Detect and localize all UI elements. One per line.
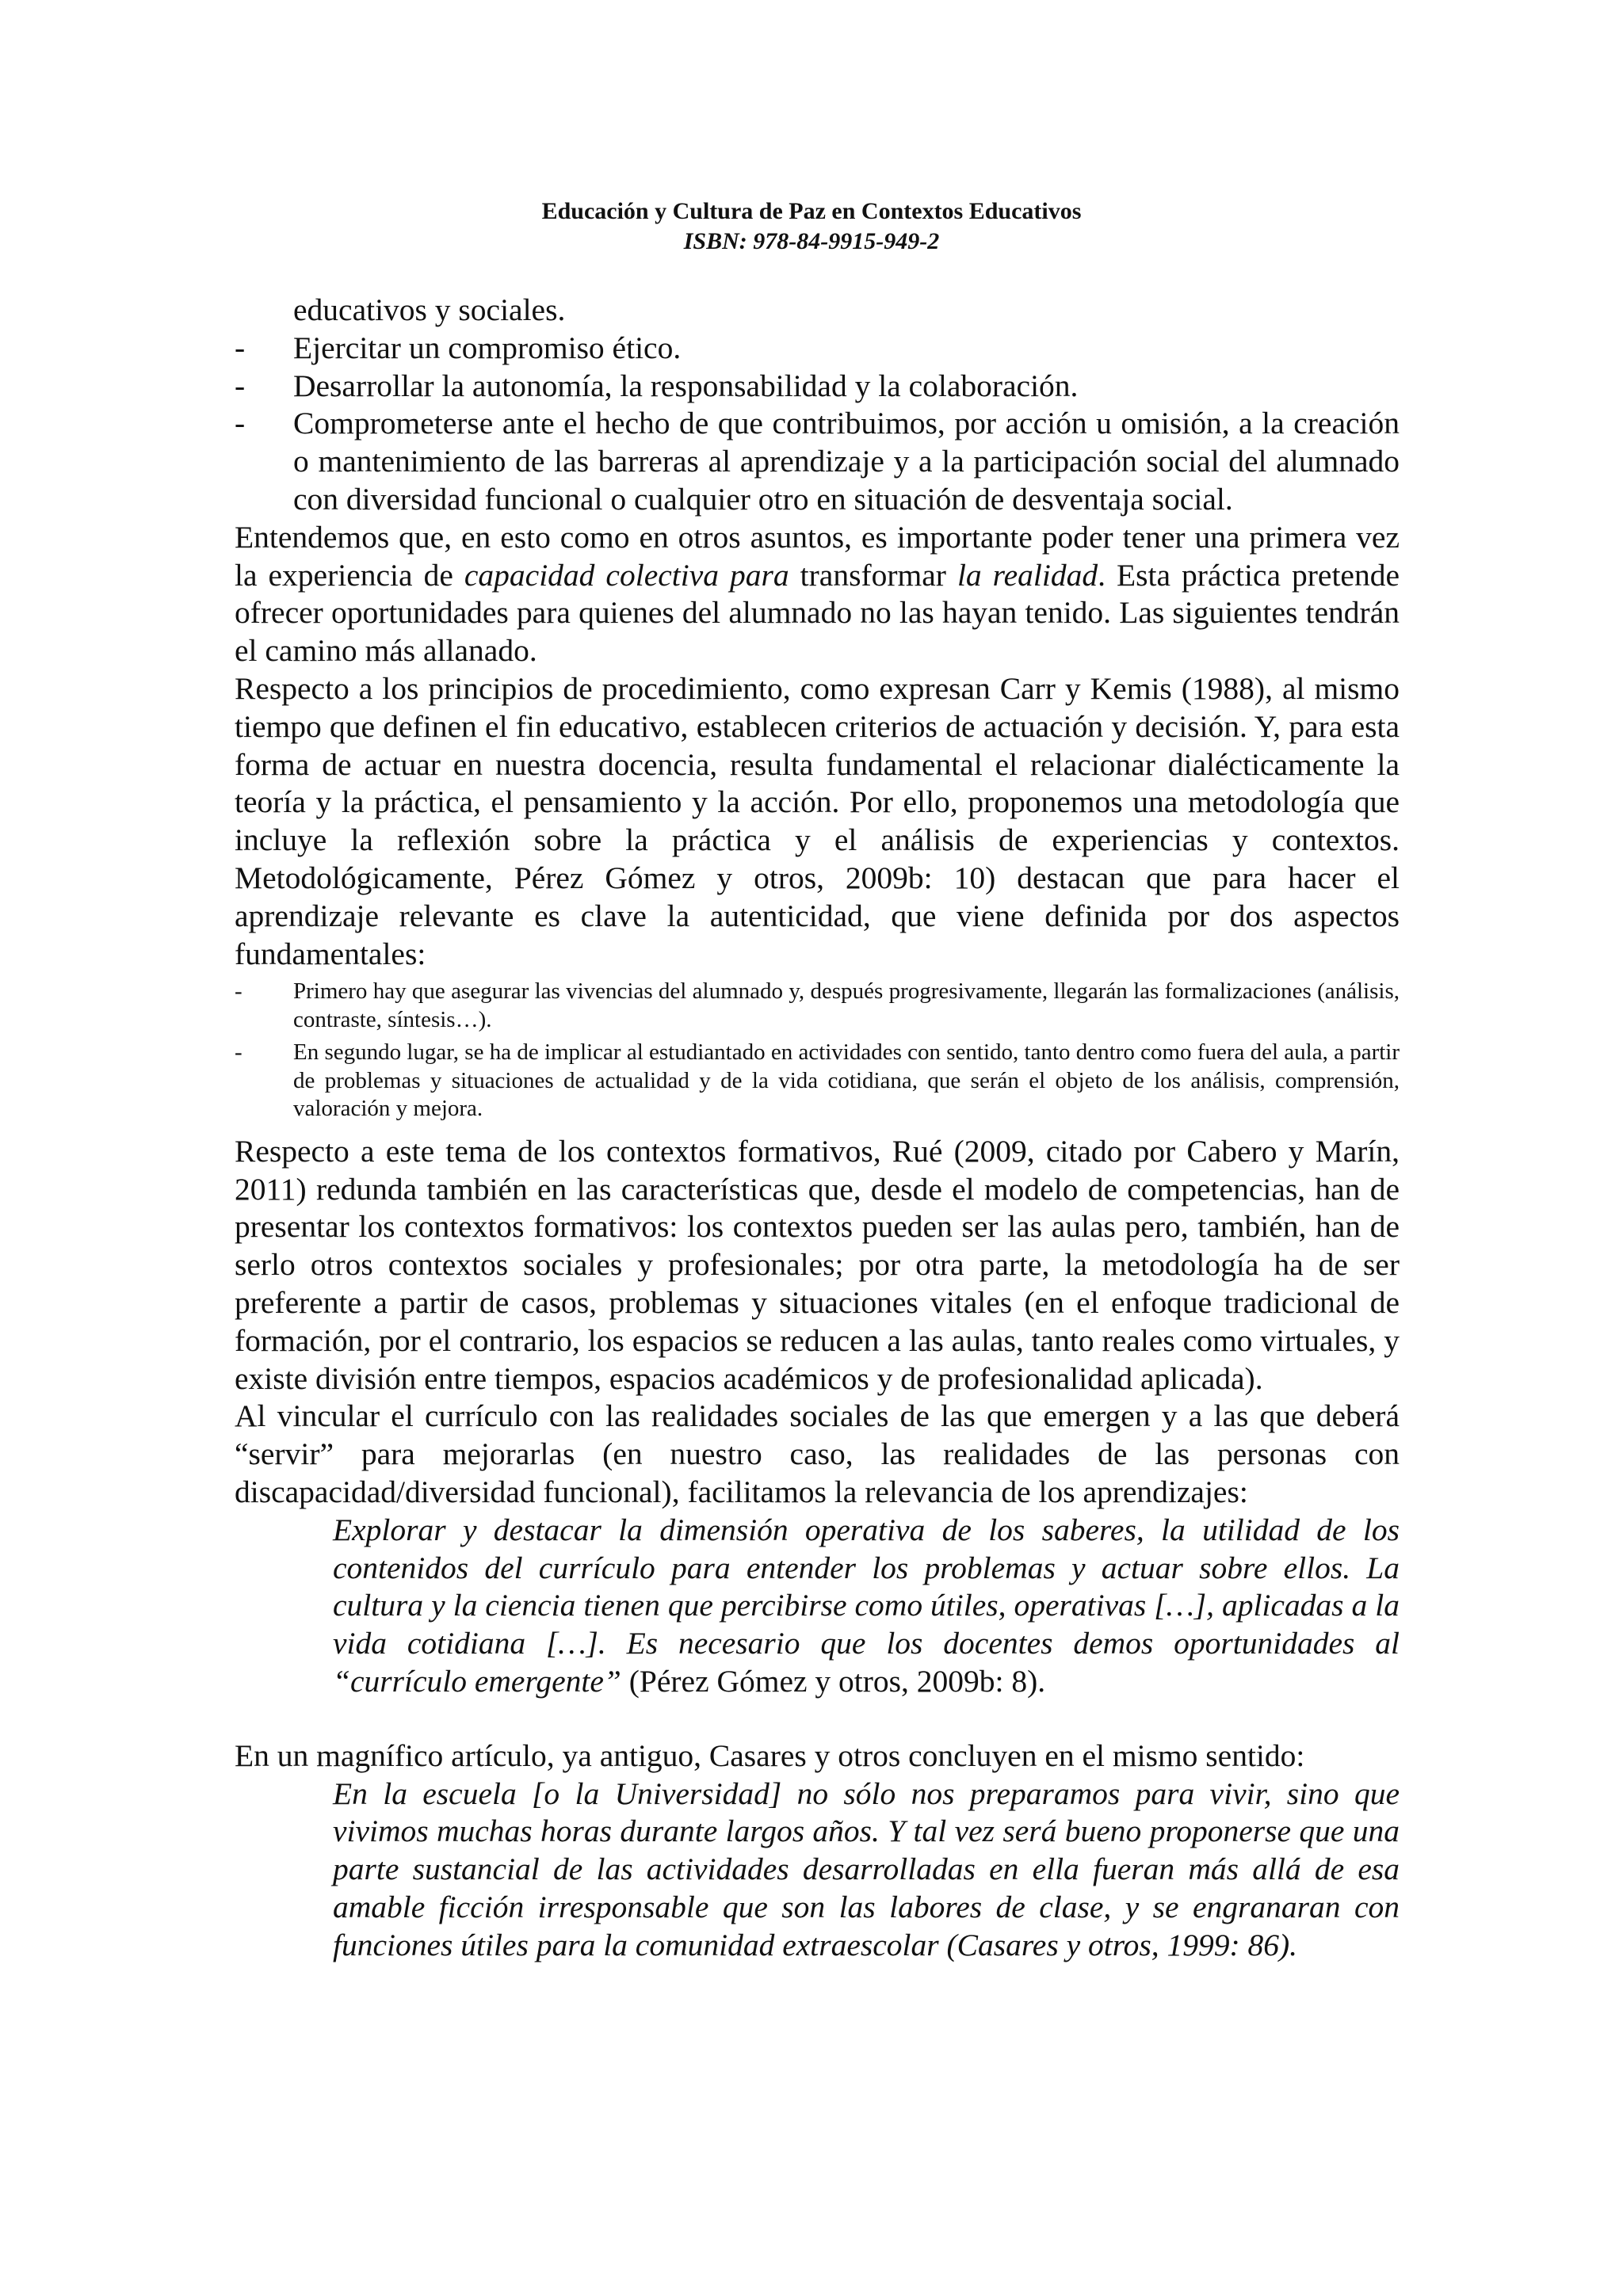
list-item-text: Desarrollar la autonomía, la responsabilidad y la colaboración. xyxy=(293,368,1079,403)
list-item-text: Primero hay que asegurar las vivencias del alumnado y, después progresivamente, llegarán las formalizaciones (análisis, contraste, síntesis…). xyxy=(293,978,1400,1032)
text-run: . Esta práctica pretende ofrecer oportunidades para quienes del alumnado no las hayan tenido. Las siguientes tendrán el camino más allanado. xyxy=(235,557,1400,669)
quote-citation: (Pérez Gómez y otros, 2009b: 8). xyxy=(621,1664,1046,1699)
dash-marker: - xyxy=(235,1039,242,1066)
paragraph-curriculum: Al vincular el currículo con las realidades sociales de las que emergen y a las que deberá “servir” para mejorarlas (en nuestro caso, las realidades de las personas con discapacidad/diversidad funcional), facilitamos la relevancia de los aprendizajes: xyxy=(235,1398,1400,1510)
text-run: transformar xyxy=(789,557,957,593)
block-quote xyxy=(235,1512,1400,1701)
paragraph-contexts: Respecto a este tema de los contextos formativos, Rué (2009, citado por Cabero y Marín, 2011) redunda también en las características que, desde el modelo de competencias, han de presentar los contextos formativos: los contextos pueden ser las aulas pero, también, han de serlo otros contextos sociales y profesionales; por otra parte, la metodología ha de ser preferente a partir de casos, problemas y situaciones vitales (en el enfoque tradicional de formación, por el contrario, los espacios se reducen a las aulas, tanto reales como virtuales, y existe división entre tiempos, espacios académicos y de profesionalidad aplicada). xyxy=(235,1133,1400,1396)
list-item-text: Ejercitar un compromiso ético. xyxy=(293,330,682,365)
dash-marker: - xyxy=(235,330,246,365)
main-text xyxy=(235,292,1400,1965)
dash-marker: - xyxy=(235,978,242,1005)
page-header xyxy=(0,196,1623,257)
list-item xyxy=(235,330,1400,368)
paragraph-casares: En un magnífico artículo, ya antiguo, Casares y otros concluyen en el mismo sentido: xyxy=(235,1737,1305,1773)
text-run: Entendemos que, en esto como en otros asuntos, es importante poder tener una primera vez la experiencia de xyxy=(235,519,1400,593)
italic-run: capacidad colectiva para xyxy=(464,557,789,593)
dash-marker: - xyxy=(235,406,246,441)
list-item-text: Comprometerse ante el hecho de que contribuimos, por acción u omisión, a la creación o mantenimiento de las barreras al aprendizaje y a la participación social del alumnado con diversidad funcional o cualquier otro en situación de desventaja social. xyxy=(293,406,1400,517)
list-item xyxy=(235,368,1400,406)
list-item xyxy=(235,1039,1400,1123)
book-title: Educación y Cultura de Paz en Contextos Educativos xyxy=(541,198,1082,224)
list-continuation: educativos y sociales. xyxy=(293,292,566,327)
paragraph-principles: Respecto a los principios de procedimiento, como expresan Carr y Kemis (1988), al mismo tiempo que definen el fin educativo, establecen criterios de actuación y decisión. Y, para esta forma de actuar en nuestra docencia, resulta fundamental el relacionar dialécticamente la teoría y la práctica, el pensamiento y la acción. Por ello, proponemos una metodología que incluye la reflexión sobre la práctica y el análisis de experiencias y contextos. Metodológicamente, Pérez Gómez y otros, 2009b: 10) destacan que para hacer el aprendizaje relevante es clave la autenticidad, que viene definida por dos aspectos fundamentales: xyxy=(235,670,1400,971)
small-list xyxy=(235,978,1400,1123)
italic-run: la realidad xyxy=(957,557,1098,593)
quote-text: Explorar y destacar la dimensión operativa de los saberes, la utilidad de los contenidos del currículo para entender los problemas y actuar sobre ellos. La cultura y la ciencia tienen que percibirse como útiles, operativas […], aplicadas a la vida cotidiana […]. Es necesario que los docentes demos oportunidades al “currículo emergente” xyxy=(333,1512,1400,1699)
block-quote: En la escuela [o la Universidad] no sólo nos preparamos para vivir, sino que vivimos muchas horas durante largos años. Y tal vez será bueno proponerse que una parte sustancial de las actividades desarrolladas en ella fueran más allá de esa amable ficción irresponsable que son las labores de clase, y se engranaran con funciones útiles para la comunidad extraescolar (Casares y otros, 1999: 86). xyxy=(333,1775,1400,1962)
list-item-text: En segundo lugar, se ha de implicar al estudiantado en actividades con sentido, tanto dentro como fuera del aula, a partir de problemas y situaciones de actualidad y de la vida cotidiana, que serán el objeto de los análisis, comprensión, valoración y mejora. xyxy=(293,1039,1400,1122)
list-item xyxy=(235,978,1400,1034)
dash-marker: - xyxy=(235,368,246,403)
isbn-line: ISBN: 978-84-9915-949-2 xyxy=(683,228,940,254)
paragraph-capacity xyxy=(235,519,1400,670)
list-item xyxy=(235,405,1400,518)
spacer xyxy=(235,1701,1400,1737)
